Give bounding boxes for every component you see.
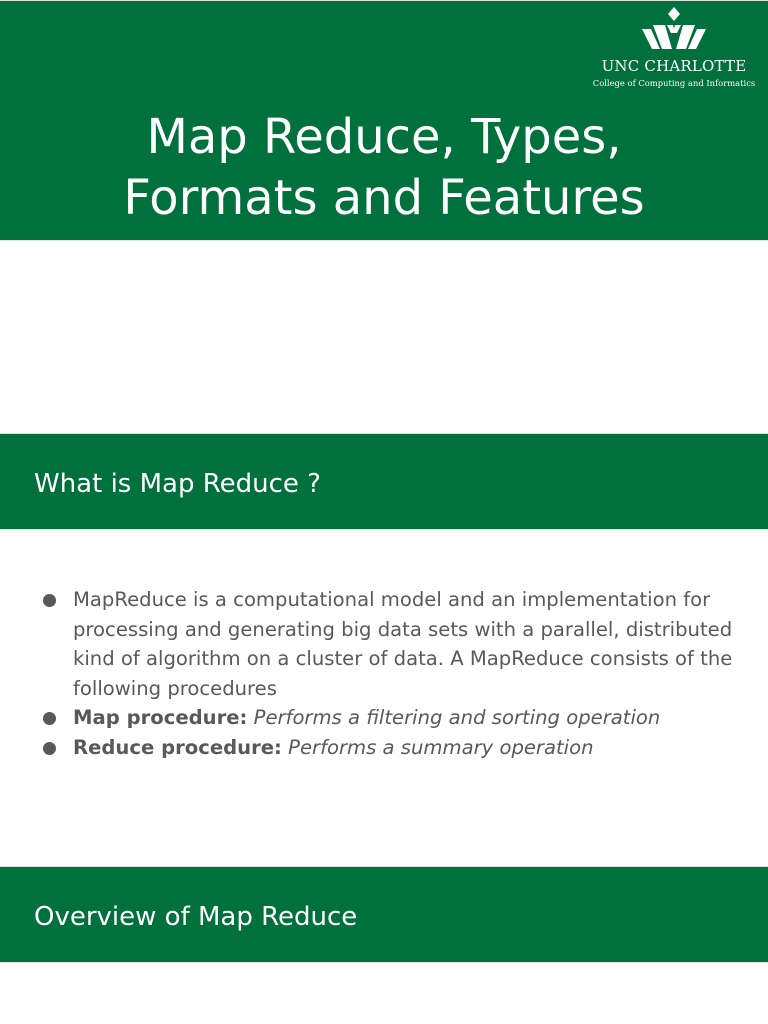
section-heading: What is Map Reduce ? [34, 469, 321, 499]
list-item [40, 733, 740, 763]
bullet-dot-icon [43, 742, 56, 755]
section-heading: Overview of Map Reduce [34, 902, 358, 932]
list-item [40, 703, 740, 733]
slide-title-line-2: Formats and Features [123, 170, 645, 226]
slide-title-line-1: Map Reduce, Types, [146, 109, 622, 165]
bullet-term: Reduce procedure: [73, 735, 282, 759]
logo-wordmark: UNC CHARLOTTE [601, 57, 747, 75]
list-item [40, 585, 740, 703]
crown-crest-icon [636, 7, 712, 57]
section-header-overview [0, 866, 768, 963]
slide-title [0, 107, 768, 229]
logo-college-name: College of Computing and Informatics [592, 78, 756, 88]
bullet-text: MapReduce is a computational model and an implementation for processing and generating big data sets with a parallel, distributed kind of algorithm on a cluster of data. A MapReduce consists of the following procedures [73, 588, 733, 700]
bullet-list [40, 585, 740, 763]
bullet-dot-icon [43, 712, 56, 725]
section-header-what-is [0, 433, 768, 530]
title-slide-banner [0, 0, 768, 241]
bullet-term: Map procedure: [73, 706, 248, 730]
bullet-description: Performs a summary operation [288, 735, 594, 759]
bullet-description: Performs a filtering and sorting operation [253, 706, 661, 730]
bullet-dot-icon [43, 594, 56, 607]
unc-charlotte-logo [582, 7, 766, 93]
